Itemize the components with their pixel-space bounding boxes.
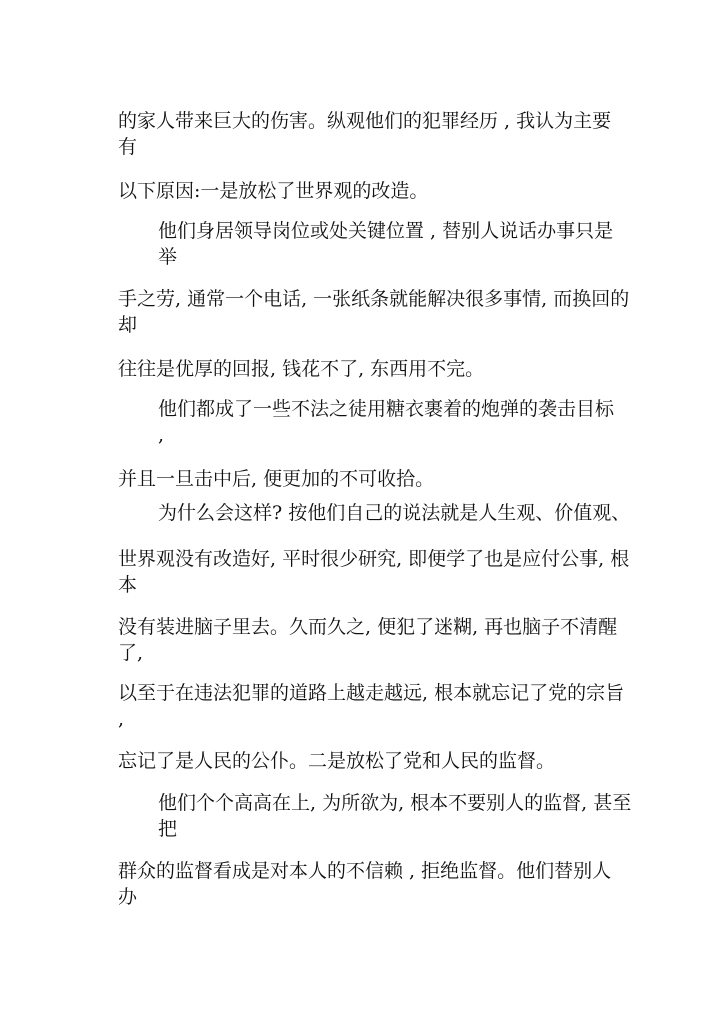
- paragraph-1-line-2: 有: [118, 136, 138, 158]
- paragraph-4-line-1: 手之劳, 通常一个电话, 一张纸条就能解决很多事情, 而换回的: [118, 288, 630, 310]
- paragraph-1-line-1: 的家人带来巨大的伤害。纵观他们的犯罪经历 , 我认为主要: [118, 110, 612, 132]
- paragraph-14-line-1: 群众的监督看成是对本人的不信赖 , 拒绝监督。他们替别人: [118, 860, 612, 882]
- paragraph-12: [118, 748, 666, 774]
- paragraph-12-line-1: 忘记了是人民的公仆。二是放松了党和人民的监督。: [118, 750, 556, 772]
- paragraph-11-line-2: ,: [118, 708, 125, 730]
- paragraph-8-line-1: 为什么会这样? 按他们自己的说法就是人生观、价值观、: [158, 502, 631, 524]
- paragraph-13-line-1: 他们个个高高在上, 为所欲为, 根本不要别人的监督, 甚至: [158, 792, 632, 814]
- paragraph-14: [118, 858, 666, 910]
- paragraph-9-line-2: 本: [118, 574, 138, 596]
- paragraph-6: [158, 396, 666, 448]
- paragraph-1: [118, 108, 666, 160]
- paragraph-3: [158, 218, 666, 270]
- paragraph-4: [118, 286, 666, 338]
- paragraph-4-line-2: 却: [118, 314, 138, 336]
- paragraph-14-line-2: 办: [118, 886, 138, 908]
- paragraph-3-line-2: 举: [158, 246, 178, 268]
- paragraph-11: [118, 680, 666, 732]
- paragraph-9: [118, 546, 666, 598]
- paragraph-13: [158, 790, 666, 842]
- paragraph-8: [158, 500, 666, 526]
- paragraph-2-line-1: 以下原因:一是放松了世界观的改造。: [118, 180, 429, 202]
- paragraph-3-line-1: 他们身居领导岗位或处关键位置 , 替别人说话办事只是: [158, 220, 614, 242]
- paragraph-9-line-1: 世界观没有改造好, 平时很少研究, 即便学了也是应付公事, 根: [118, 548, 630, 570]
- paragraph-2: [118, 178, 666, 204]
- paragraph-11-line-1: 以至于在违法犯罪的道路上越走越远, 根本就忘记了党的宗旨: [118, 682, 625, 704]
- paragraph-5: [118, 356, 666, 382]
- paragraph-5-line-1: 往往是优厚的回报, 钱花不了, 东西用不完。: [118, 358, 485, 380]
- paragraph-6-line-1: 他们都成了一些不法之徒用糖衣裹着的炮弹的袭击目标: [158, 398, 615, 420]
- paragraph-10-line-1: 没有装进脑子里去。久而久之, 便犯了迷糊, 再也脑子不清醒: [118, 616, 618, 638]
- paragraph-10-line-2: 了,: [118, 642, 144, 664]
- paragraph-10: [118, 614, 666, 666]
- paragraph-13-line-2: 把: [158, 818, 178, 840]
- paragraph-7: [118, 466, 666, 492]
- paragraph-7-line-1: 并且一旦击中后, 便更加的不可收拾。: [118, 468, 435, 490]
- paragraph-6-line-2: ,: [158, 424, 165, 446]
